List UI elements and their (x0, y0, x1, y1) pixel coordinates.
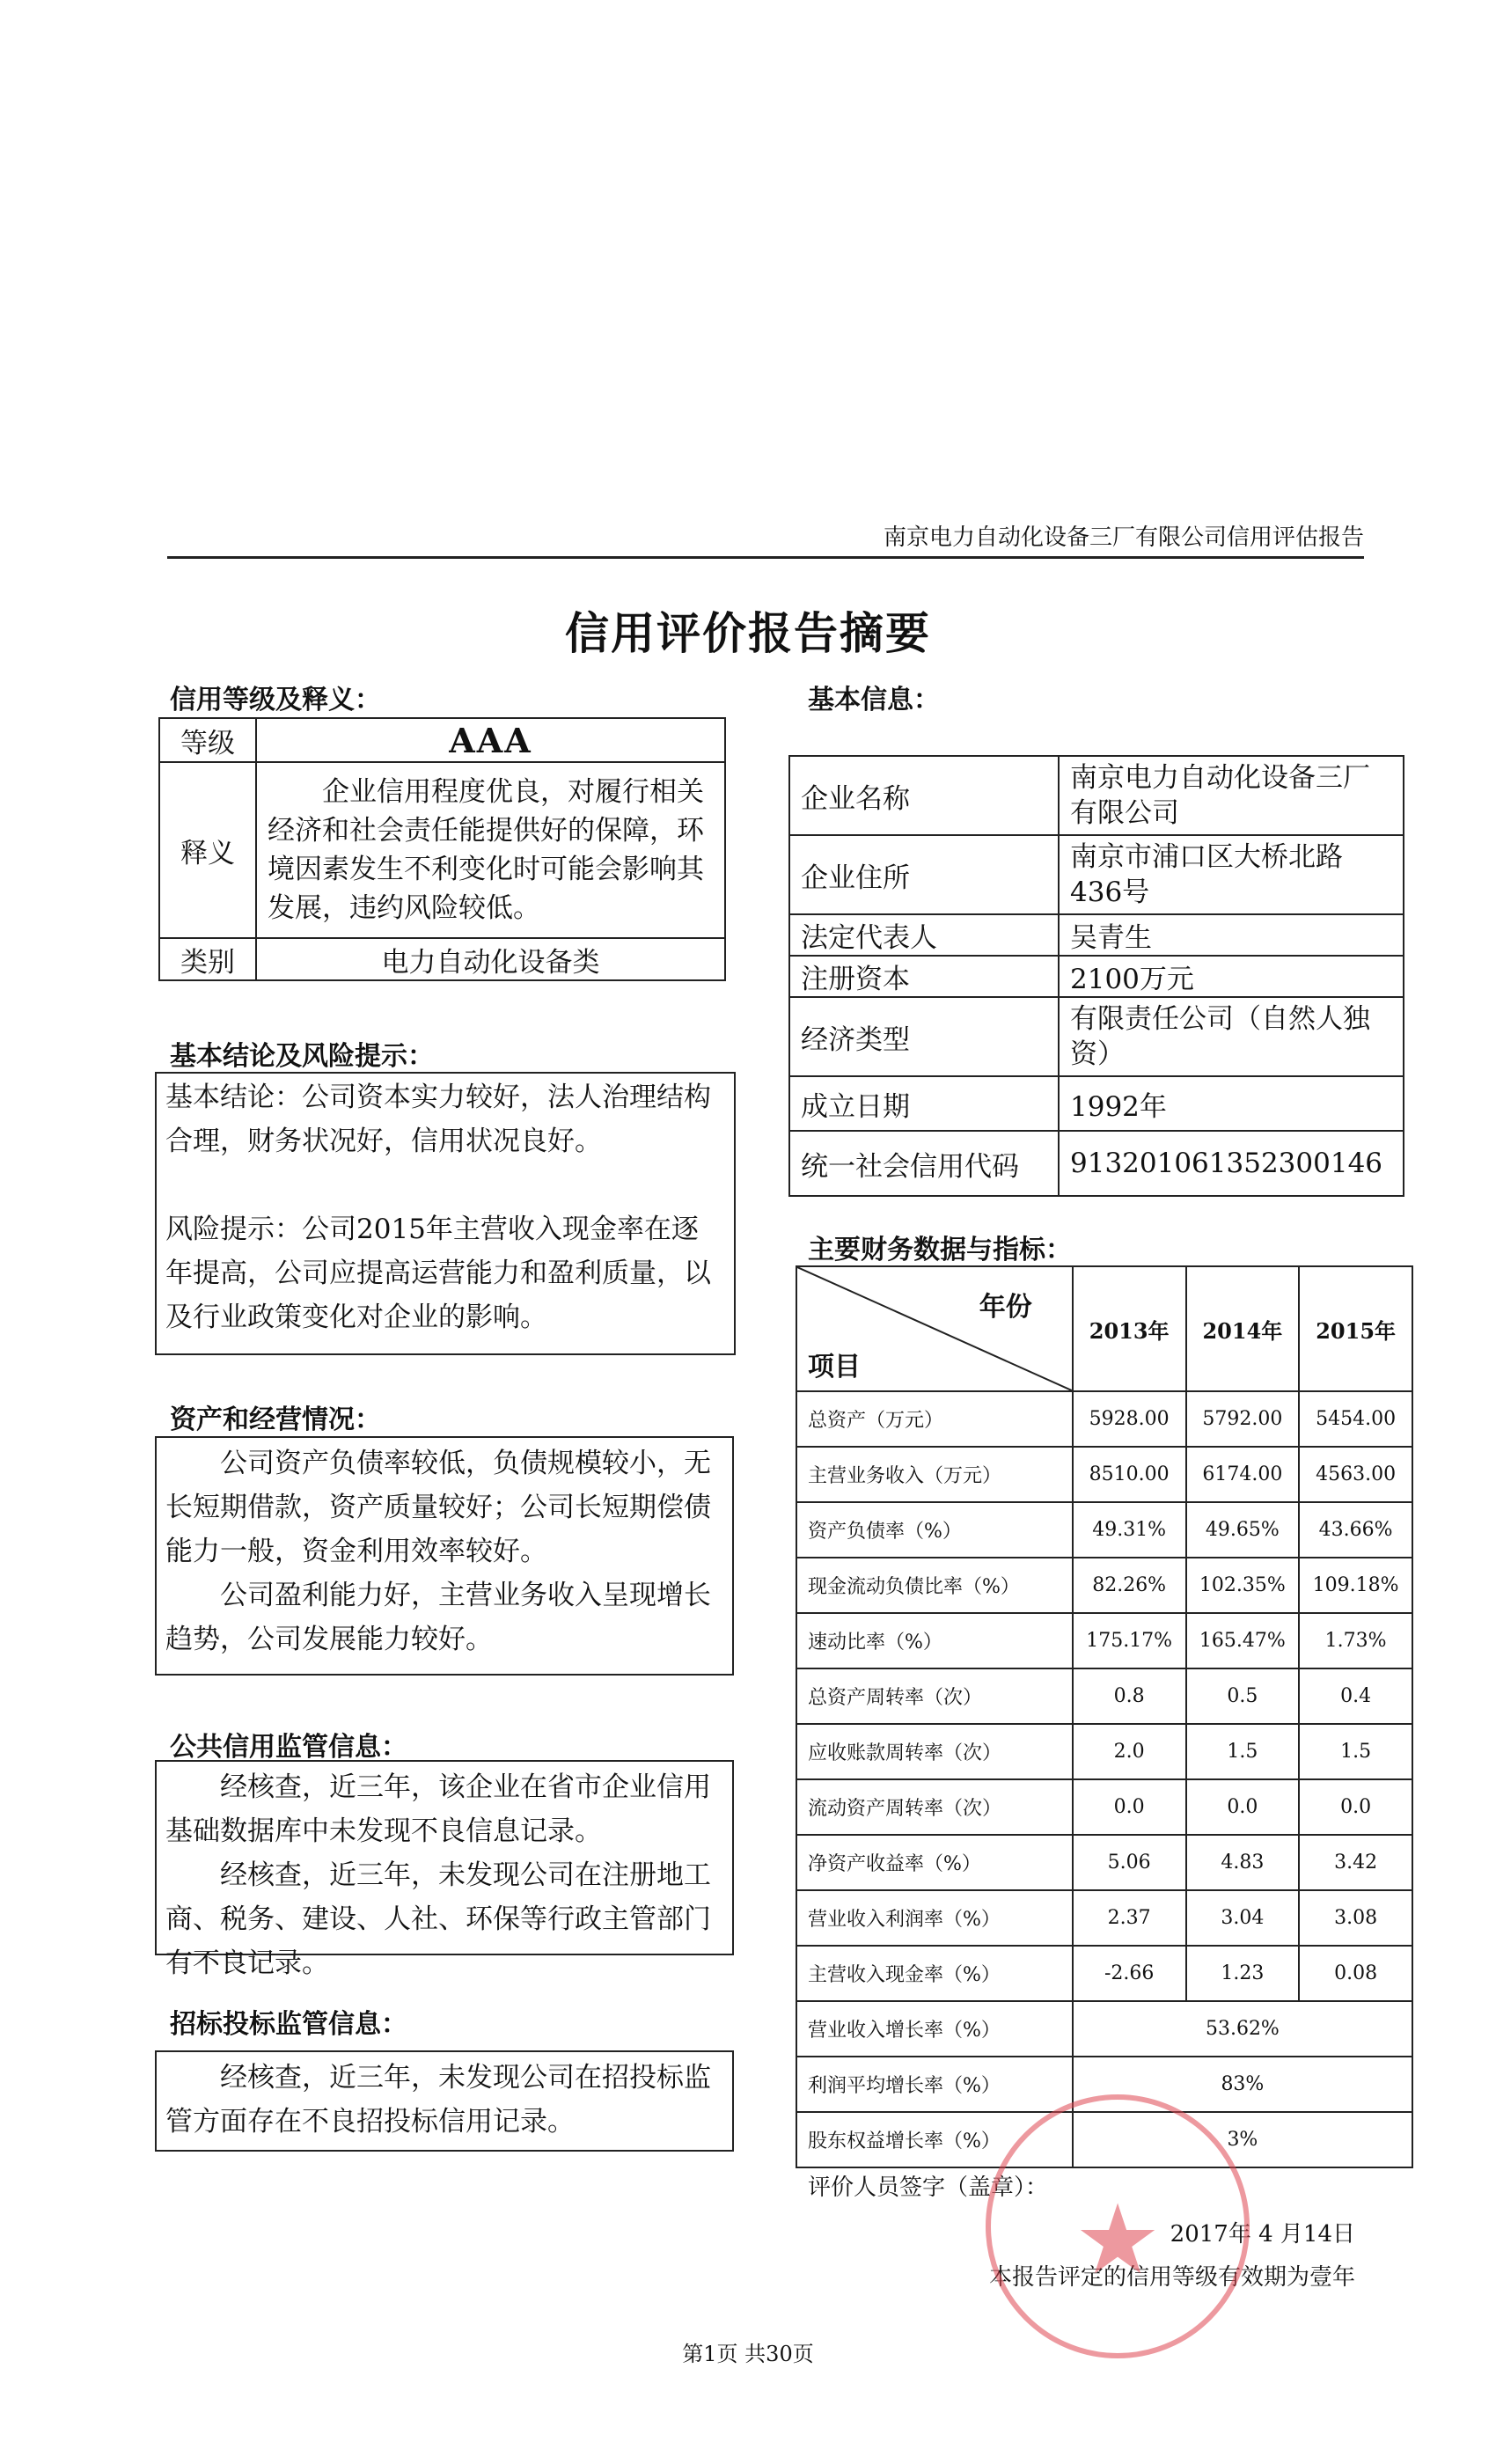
fin-value: 1.5 (1186, 1724, 1300, 1779)
fin-value: 0.08 (1299, 1946, 1412, 2001)
fin-value: 0.0 (1186, 1779, 1300, 1835)
fin-value: 5454.00 (1299, 1391, 1412, 1447)
fin-value: 3.08 (1299, 1890, 1412, 1946)
signature-label: 评价人员签字（盖章）： (808, 2174, 1049, 2201)
fin-item: 总资产周转率（次） (796, 1668, 1073, 1724)
fin-item: 主营收入现金率（%） (796, 1946, 1073, 2001)
year-2013: 2013年 (1073, 1266, 1186, 1391)
info-label-credit-code: 统一社会信用代码 (789, 1131, 1059, 1196)
fin-value: 5928.00 (1073, 1391, 1186, 1447)
fin-item: 主营业务收入（万元） (796, 1447, 1073, 1502)
info-value-founded: 1992年 (1059, 1076, 1404, 1131)
fin-value: 5.06 (1073, 1835, 1186, 1890)
fin-value: 3.04 (1186, 1890, 1300, 1946)
fin-value: 102.35% (1186, 1558, 1300, 1613)
fin-item: 资产负债率（%） (796, 1502, 1073, 1558)
fin-item: 营业收入增长率（%） (796, 2001, 1073, 2057)
fin-item: 速动比率（%） (796, 1613, 1073, 1668)
fin-value: 4563.00 (1299, 1447, 1412, 1502)
category-value: 电力自动化设备类 (256, 938, 725, 980)
assets-box (155, 1436, 734, 1676)
fin-value: 1.73% (1299, 1613, 1412, 1668)
info-label-address: 企业住所 (789, 835, 1059, 914)
header-divider (167, 556, 1364, 559)
public-credit-paragraph-2: 经核查，近三年，未发现公司在注册地工商、税务、建设、人社、环保等行政主管部门有不良记录。 (165, 1859, 711, 1979)
bidding-box (155, 2050, 734, 2152)
signature-date: 2017年 4 月14日 (1170, 2221, 1355, 2248)
validity-note: 本报告评定的信用等级有效期为壹年 (988, 2264, 1355, 2291)
info-value-type: 有限责任公司（自然人独资） (1059, 997, 1404, 1076)
info-value-credit-code: 913201061352300146 (1059, 1131, 1404, 1196)
bidding-heading: 招标投标监管信息： (170, 2009, 407, 2040)
info-label-representative: 法定代表人 (789, 914, 1059, 956)
fin-value: 0.4 (1299, 1668, 1412, 1724)
conclusion-box (155, 1072, 736, 1355)
year-2014: 2014年 (1186, 1266, 1300, 1391)
meaning-label: 释义 (159, 762, 256, 938)
fin-value: 8510.00 (1073, 1447, 1186, 1502)
info-label-type: 经济类型 (789, 997, 1059, 1076)
financial-table (796, 1265, 1413, 2168)
fin-value: 2.0 (1073, 1724, 1186, 1779)
info-label-name: 企业名称 (789, 756, 1059, 835)
fin-merged-value: 83% (1073, 2057, 1412, 2112)
public-credit-heading: 公共信用监管信息： (170, 1732, 407, 1763)
fin-value: 0.0 (1073, 1779, 1186, 1835)
report-header-title: 南京电力自动化设备三厂有限公司信用评估报告 (883, 524, 1364, 551)
header-item-label: 项目 (808, 1352, 861, 1382)
financial-heading: 主要财务数据与指标： (808, 1235, 1072, 1265)
fin-value: 109.18% (1299, 1558, 1412, 1613)
conclusion-heading: 基本结论及风险提示： (170, 1041, 434, 1072)
assets-paragraph-2: 公司盈利能力好，主营业务收入呈现增长趋势，公司发展能力较好。 (165, 1580, 711, 1655)
assets-paragraph-1: 公司资产负债率较低，负债规模较小，无长短期借款，资产质量较好；公司长短期偿债能力一般，资金利用效率较好。 (165, 1448, 711, 1567)
page-number: 第1页 共30页 (682, 2342, 814, 2366)
public-credit-box (155, 1760, 734, 1979)
basic-info-table (788, 755, 1404, 1197)
fin-item: 流动资产周转率（次） (796, 1779, 1073, 1835)
risk-warning: 风险提示：公司2015年主营收入现金率在逐年提高，公司应提高运营能力和盈利质量，以及行业政策变化对企业的影响。 (165, 1214, 711, 1333)
fin-item: 股东权益增长率（%） (796, 2112, 1073, 2167)
category-label: 类别 (159, 938, 256, 980)
financial-header-cell (796, 1266, 1073, 1391)
fin-item: 总资产（万元） (796, 1391, 1073, 1447)
fin-value: 0.0 (1299, 1779, 1412, 1835)
info-value-capital: 2100万元 (1059, 956, 1404, 997)
page-title: 信用评价报告摘要 (565, 607, 931, 659)
fin-value: 82.26% (1073, 1558, 1186, 1613)
fin-value: 1.5 (1299, 1724, 1412, 1779)
fin-value: 2.37 (1073, 1890, 1186, 1946)
fin-value: 3.42 (1299, 1835, 1412, 1890)
basic-info-heading: 基本信息： (808, 685, 940, 715)
fin-value: 49.65% (1186, 1502, 1300, 1558)
basic-conclusion: 基本结论：公司资本实力较好，法人治理结构合理，财务状况好，信用状况良好。 (165, 1082, 711, 1157)
info-label-founded: 成立日期 (789, 1076, 1059, 1131)
fin-value: 49.31% (1073, 1502, 1186, 1558)
fin-value: 175.17% (1073, 1613, 1186, 1668)
public-credit-paragraph-1: 经核查，近三年，该企业在省市企业信用基础数据库中未发现不良信息记录。 (165, 1771, 711, 1847)
meaning-text: 企业信用程度优良，对履行相关经济和社会责任能提供好的保障，环境因素发生不利变化时可能会影响其发展，违约风险较低。 (256, 762, 725, 938)
fin-item: 净资产收益率（%） (796, 1835, 1073, 1890)
year-2015: 2015年 (1299, 1266, 1412, 1391)
bidding-paragraph: 经核查，近三年，未发现公司在招投标监管方面存在不良招投标信用记录。 (165, 2062, 711, 2138)
fin-item: 营业收入利润率（%） (796, 1890, 1073, 1946)
info-value-representative: 吴青生 (1059, 914, 1404, 956)
fin-value: 0.8 (1073, 1668, 1186, 1724)
fin-merged-value: 53.62% (1073, 2001, 1412, 2057)
fin-merged-value: 3% (1073, 2112, 1412, 2167)
info-label-capital: 注册资本 (789, 956, 1059, 997)
info-value-address: 南京市浦口区大桥北路436号 (1059, 835, 1404, 914)
grade-label: 等级 (159, 718, 256, 762)
header-year-label: 年份 (979, 1292, 1032, 1323)
fin-item: 应收账款周转率（次） (796, 1724, 1073, 1779)
fin-value: -2.66 (1073, 1946, 1186, 2001)
fin-item: 现金流动负债比率（%） (796, 1558, 1073, 1613)
fin-value: 5792.00 (1186, 1391, 1300, 1447)
fin-value: 1.23 (1186, 1946, 1300, 2001)
seal-star-icon: ★ (1074, 2183, 1162, 2296)
fin-value: 6174.00 (1186, 1447, 1300, 1502)
grade-value: AAA (256, 718, 725, 762)
credit-grade-heading: 信用等级及释义： (170, 685, 381, 715)
fin-value: 165.47% (1186, 1613, 1300, 1668)
fin-item: 利润平均增长率（%） (796, 2057, 1073, 2112)
assets-heading: 资产和经营情况： (170, 1404, 381, 1435)
fin-value: 0.5 (1186, 1668, 1300, 1724)
info-value-name: 南京电力自动化设备三厂有限公司 (1059, 756, 1404, 835)
fin-value: 43.66% (1299, 1502, 1412, 1558)
credit-grade-table (158, 717, 726, 981)
fin-value: 4.83 (1186, 1835, 1300, 1890)
